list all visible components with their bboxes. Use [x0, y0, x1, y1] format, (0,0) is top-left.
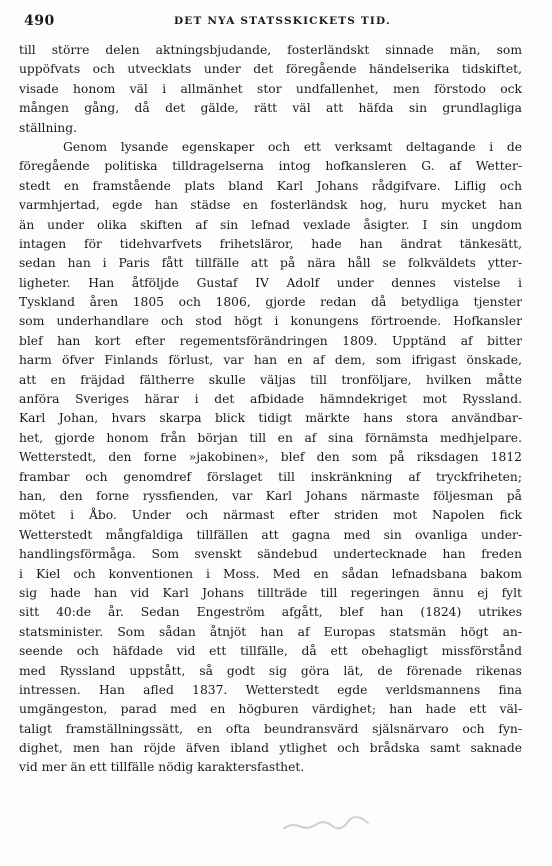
text-line: än under olika skiften af sin lefnad vexlade åsigter. I sin ungdom — [19, 217, 522, 232]
text-line: mötet i Åbo. Under och närmast efter striden mot Napolen fick — [19, 508, 522, 523]
text-line: intagen för tidehvarfvets frihetsläror, hade han ändrat tänkesätt, — [19, 236, 522, 251]
running-head — [24, 13, 520, 31]
text-line: blef han kort efter regementsförändringen 1809. Upptänd af bitter — [19, 333, 522, 348]
text-line: uppöfvats och utvecklats under det föregående händelserika tidskiftet, — [19, 62, 522, 77]
text-line: sedan han i Paris fått tillfälle att på nära håll se folkväldets ytter- — [19, 256, 522, 271]
text-line: vid mer än ett tillfälle nödig karaktersfasthet. — [19, 760, 305, 775]
text-line: som underhandlare och stod högt i konungens förtroende. Hofkansler — [19, 314, 522, 329]
text-line: frambar och genomdref förslaget till inskränkning af tryckfriheten; — [19, 469, 522, 484]
text-line: i Kiel och konventionen i Moss. Med en sådan lefnadsbana bakom — [19, 566, 522, 581]
faded-library-stamp — [282, 816, 373, 836]
text-line: ligheter. Han åtföljde Gustaf IV Adolf under dennes vistelse i — [19, 275, 522, 290]
text-line: Wetterstedt, den forne »jakobinen», blef den som på riksdagen 1812 — [19, 450, 522, 465]
text-line: varmhjertad, egde han städse en fosterländsk hog, huru mycket han — [19, 198, 522, 213]
running-title: DET NYA STATSSKICKETS TID. — [174, 15, 391, 27]
text-line: dighet, men han röjde äfven ibland ytlighet och brådska samt saknade — [19, 741, 522, 756]
text-line: stedt en framstående plats bland Karl Johans rådgifvare. Liflig och — [19, 178, 522, 193]
text-line: med Ryssland uppstått, så godt sig göra lät, de förenade rikenas — [19, 663, 522, 678]
text-line: Tyskland åren 1805 och 1806, gjorde redan då betydliga tjenster — [19, 295, 522, 310]
page-number: 490 — [24, 13, 55, 29]
text-line: till större delen aktningsbjudande, fosterländskt sinnade män, som — [19, 43, 522, 57]
text-line: intressen. Han afled 1837. Wetterstedt egde verldsmannens fina — [19, 682, 522, 697]
body-text — [19, 41, 522, 778]
text-line: umgängeston, parad med en högburen värdighet; han hade ett väl- — [19, 702, 522, 717]
text-line: Wetterstedt mångfaldiga tillfällen att gagna med sin ovanliga under- — [19, 527, 522, 542]
text-line: sig hade han vid Karl Johans tillträde till regeringen ännu ej fylt — [19, 585, 522, 600]
text-line: han, den forne ryssfienden, var Karl Johans närmaste följesman på — [19, 488, 522, 503]
text-line: sitt 40:de år. Sedan Engeström afgått, blef han (1824) utrikes — [19, 605, 522, 620]
text-line: statsminister. Som sådan åtnjöt han af Europas statsmän högt an- — [19, 624, 522, 639]
text-line: visade honom väl i allmänhet stor undfallenhet, men förstodo ock — [19, 81, 522, 96]
stamp-mark-icon — [282, 816, 373, 833]
text-line: föregående politiska tilldragelserna intog hofkansleren G. af Wetter- — [19, 159, 522, 174]
text-line: ställning. — [19, 120, 78, 135]
text-line: anföra Sveriges härar i det afbidade hämndekriget mot Ryssland. — [19, 392, 522, 407]
text-line: Genom lysande egenskaper och ett verksamt deltagande i de — [63, 139, 522, 154]
text-line: seende och häfdade vid ett tillfälle, då ett obehagligt missförstånd — [19, 644, 522, 659]
text-line: handlingsförmåga. Som svenskt sändebud undertecknade han freden — [19, 547, 522, 562]
text-line: het, gjorde honom från början till en af sina förnämsta medhjelpare. — [19, 430, 522, 445]
text-line: mången gång, då det gälde, rätt väl att häfda sin grundlagliga — [19, 101, 522, 116]
text-line: harm öfver Finlands förlust, var han en af dem, som ifrigast önskade, — [19, 353, 522, 368]
text-line: att en fräjdad fältherre skulle väljas till tronföljare, hvilken måtte — [19, 372, 522, 387]
text-line: Karl Johan, hvars skarpa blick tidigt märkte hans stora användbar- — [19, 411, 522, 426]
text-line: taligt framställningssätt, en ofta beundransvärd själsnärvaro och fyn- — [19, 721, 522, 736]
